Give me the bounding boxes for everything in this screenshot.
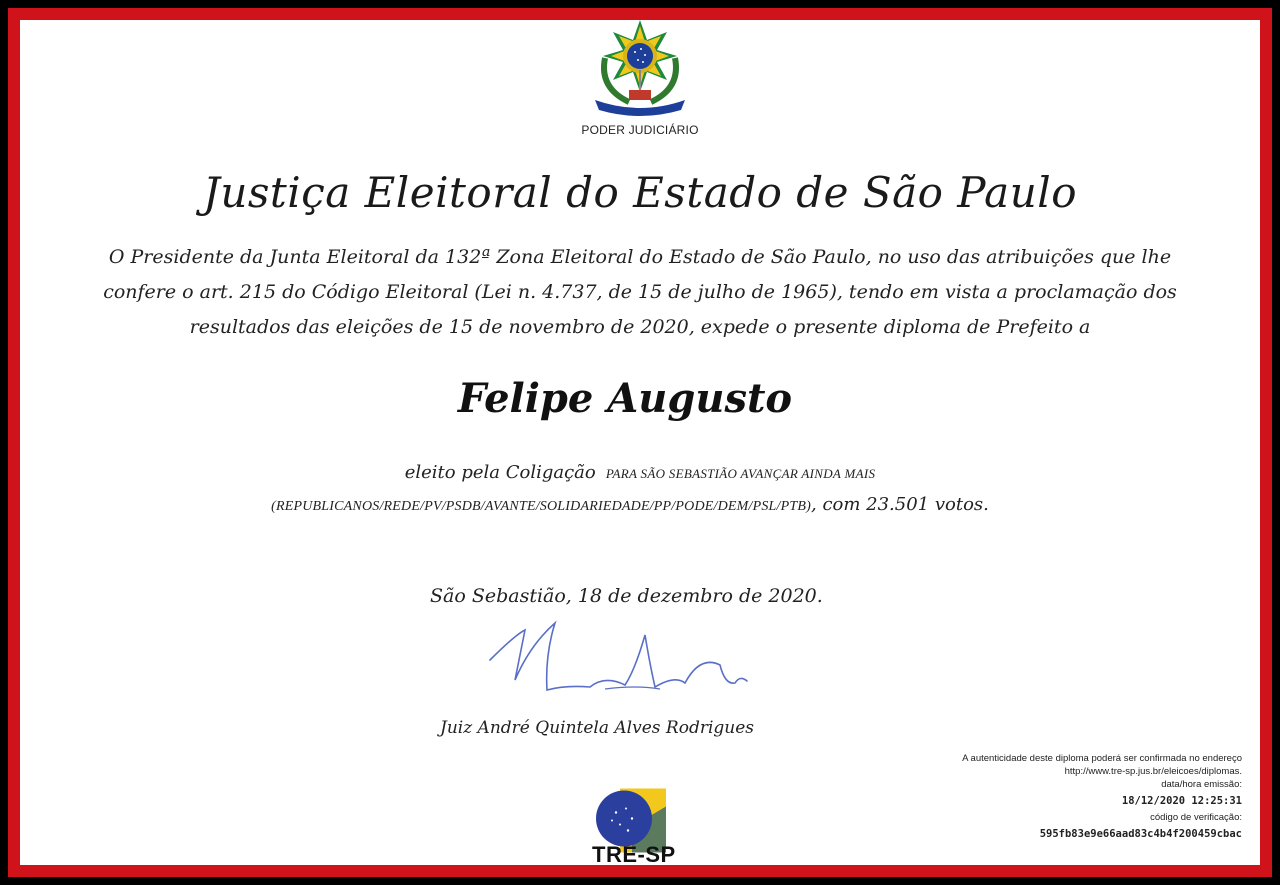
code-label: código de verificação: — [1150, 812, 1242, 823]
diploma-title: Justiça Eleitoral do Estado de São Paulo — [202, 168, 1077, 217]
authentication-block — [882, 752, 1242, 844]
body-line-2: confere o art. 215 do Código Eleitoral (Lei n. 4.737, de 15 de julho de 1965), tendo em vista a proclamação dos — [103, 281, 1177, 303]
coalition-parties: (REPUBLICANOS/REDE/PV/PSDB/AVANTE/SOLIDARIEDADE/PP/PODE/DEM/PSL/PTB) — [271, 499, 811, 514]
tre-sp-logo-text: TRE-SP — [592, 842, 676, 867]
auth-url: http://www.tre-sp.jus.br/eleicoes/diplomas. — [1064, 766, 1242, 777]
auth-line-1: A autenticidade deste diploma poderá ser confirmada no endereço — [962, 753, 1242, 764]
judge-name: Juiz André Quintela Alves Rodrigues — [440, 718, 755, 738]
body-line-1: O Presidente da Junta Eleitoral da 132ª Zona Eleitoral do Estado de São Paulo, no uso das atribuições que lhe — [108, 246, 1172, 268]
diploma-paper — [20, 20, 1260, 865]
authority-label: PODER JUDICIÁRIO — [581, 123, 699, 137]
coalition-prefix: eleito pela Coligação — [404, 462, 596, 483]
issue-value: 18/12/2020 12:25:31 — [1121, 795, 1242, 807]
coat-of-arms-icon — [585, 18, 695, 118]
verification-code: 595fb83e9e66aad83c4b4f200459cbac — [1039, 828, 1242, 840]
issue-label: data/hora emissão: — [1161, 779, 1242, 790]
signature-icon — [485, 615, 765, 705]
coalition-line — [0, 462, 1280, 483]
parties-line — [0, 494, 1260, 515]
votes-text: , com 23.501 votos. — [811, 494, 989, 515]
elected-name: Felipe Augusto — [457, 375, 793, 422]
diploma-body — [70, 240, 1210, 345]
body-line-3: resultados das eleições de 15 de novembro de 2020, expede o presente diploma de Prefeito a — [189, 316, 1091, 338]
place-date: São Sebastião, 18 de dezembro de 2020. — [430, 585, 823, 607]
coalition-name: PARA SÃO SEBASTIÃO AVANÇAR AINDA MAIS — [605, 466, 876, 481]
